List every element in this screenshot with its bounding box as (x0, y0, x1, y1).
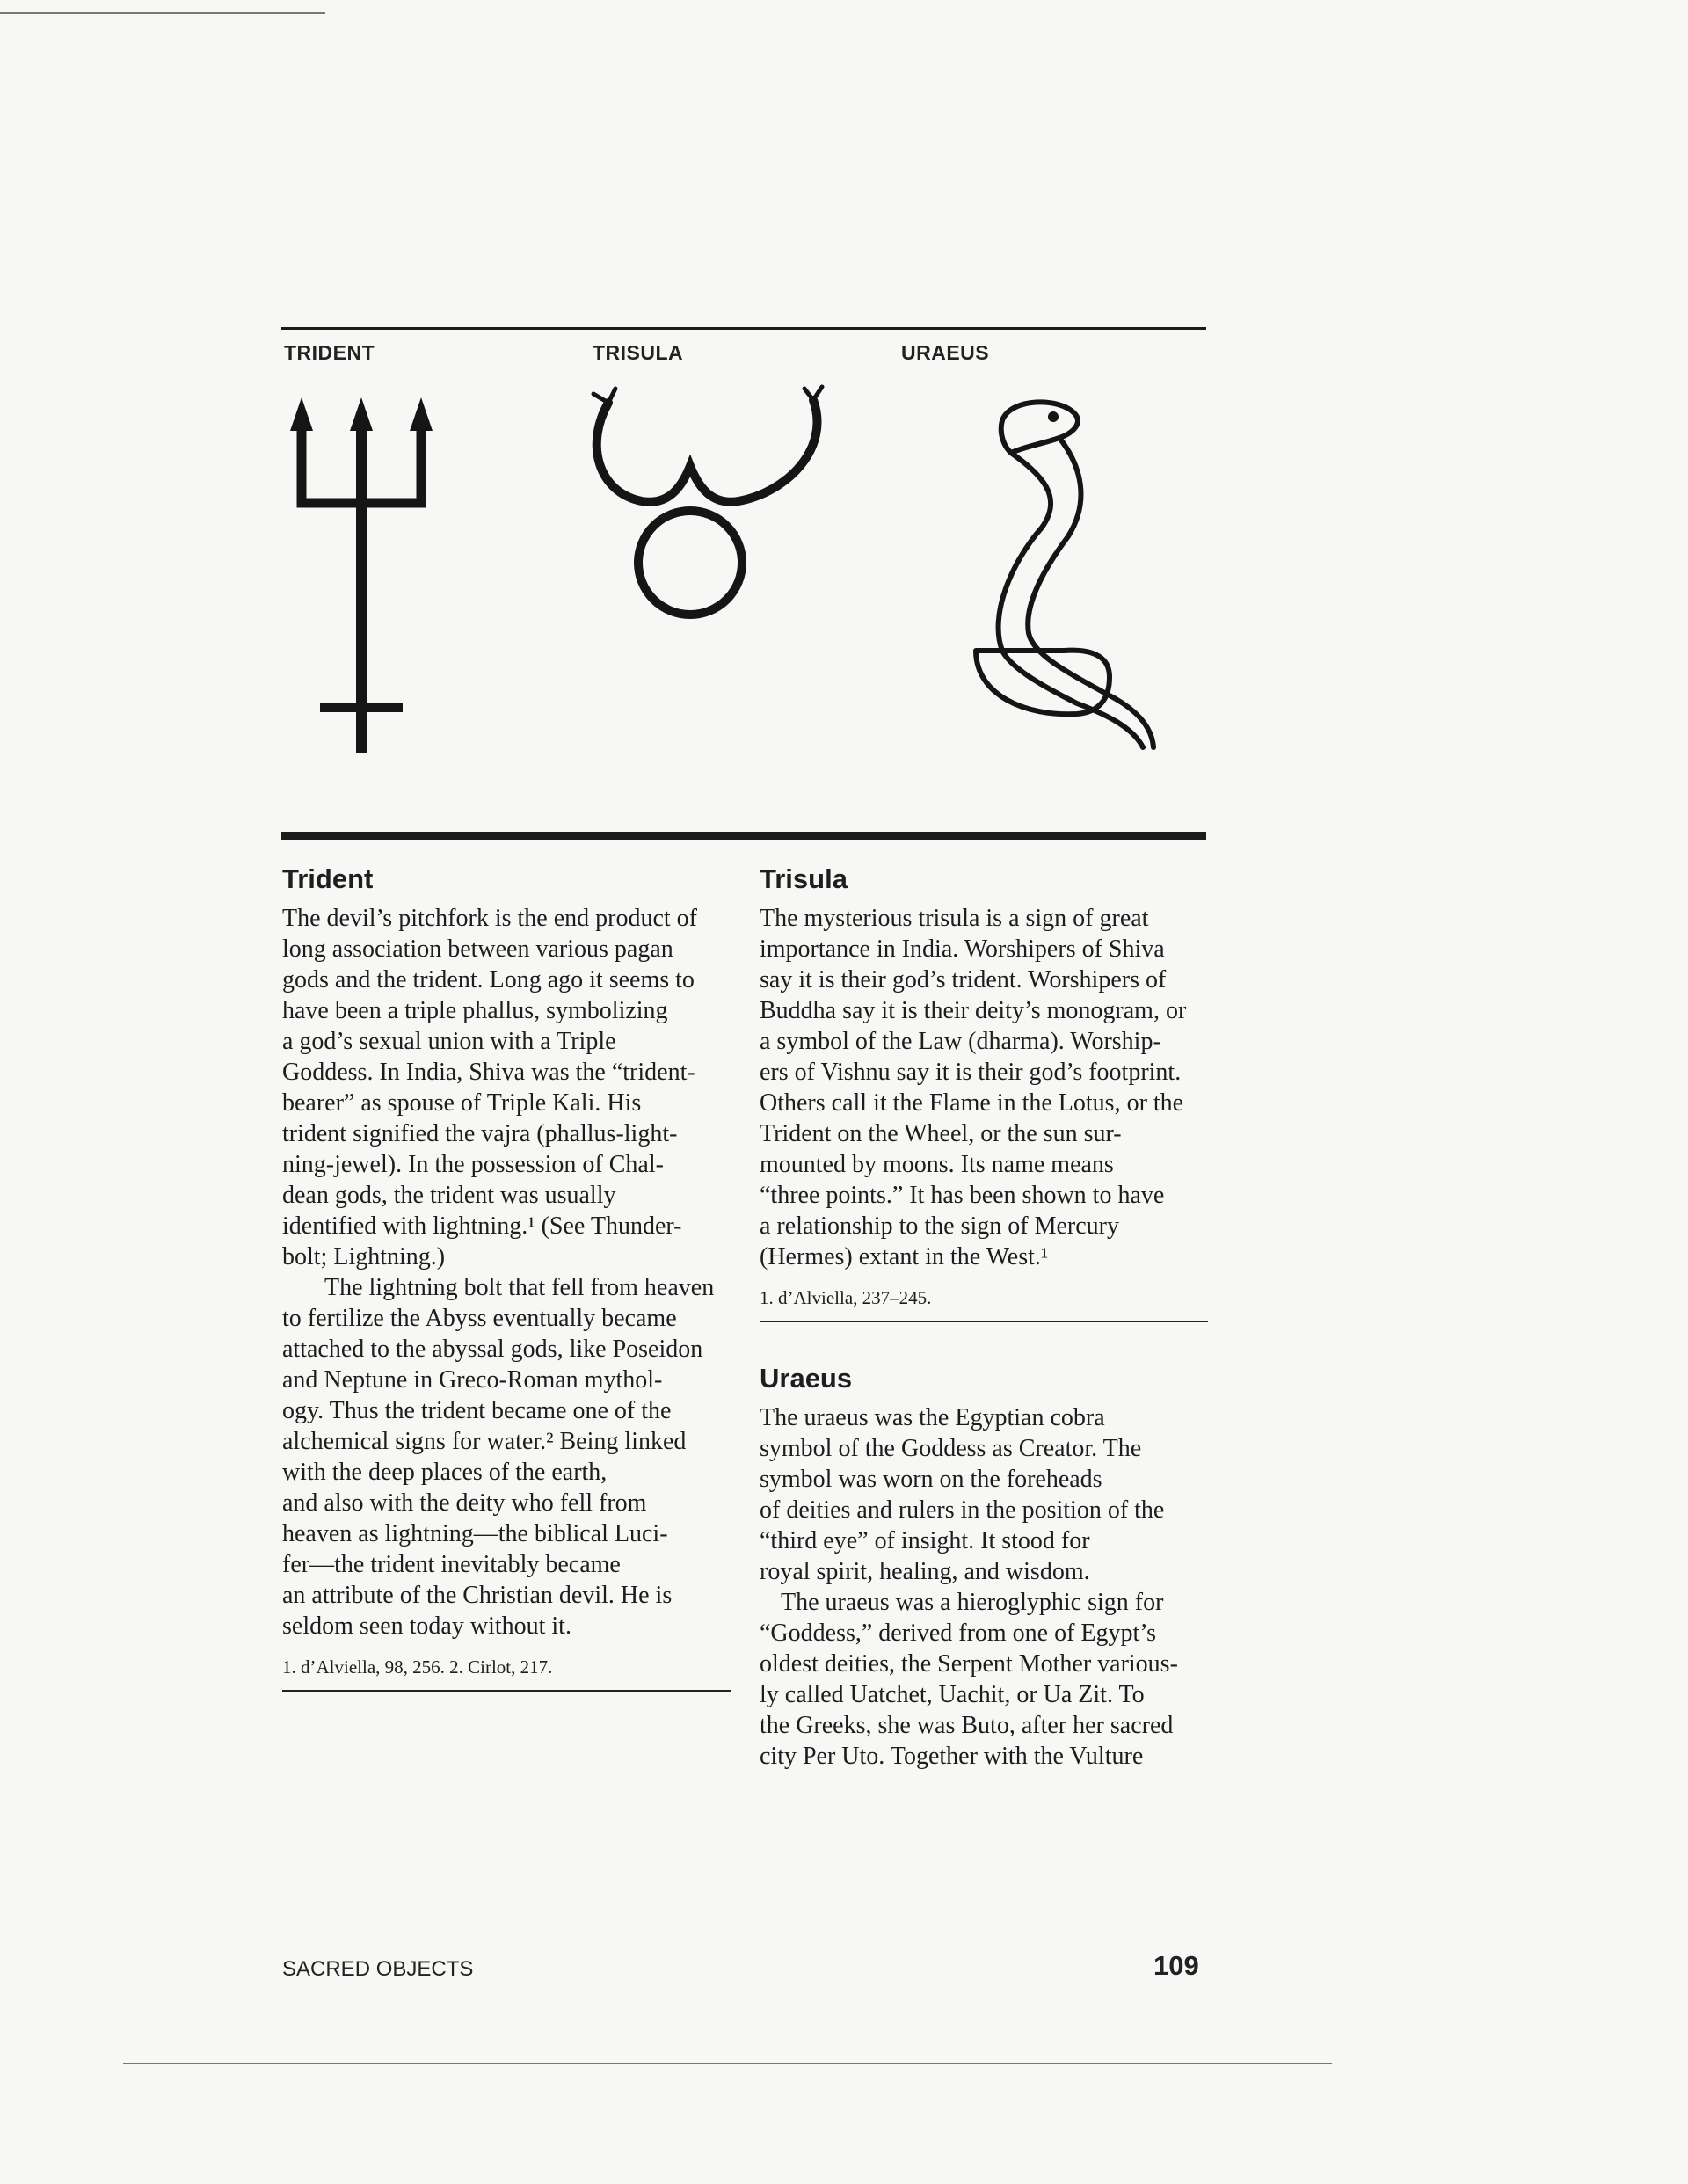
text-line: “third eye” of insight. It stood for (760, 1527, 1090, 1554)
text-line: mounted by moons. Its name means (760, 1151, 1114, 1178)
header-trisula: TRISULA (593, 341, 684, 364)
trident-column (282, 863, 731, 1692)
text-line: identified with lightning.¹ (See Thunder- (282, 1212, 682, 1240)
uraeus-heading: Uraeus (760, 1363, 853, 1394)
text-line: The mysterious trisula is a sign of great (760, 905, 1149, 932)
text-line: with the deep places of the earth, (282, 1459, 608, 1486)
text-line: trident signified the vajra (phallus-light- (282, 1120, 678, 1147)
text-line: bolt; Lightning.) (282, 1243, 446, 1270)
text-line: of deities and rulers in the position of the (760, 1496, 1165, 1524)
trident-footnote: 1. d’Alviella, 98, 256. 2. Cirlot, 217. (282, 1652, 731, 1692)
page-number: 109 (1153, 1950, 1199, 1981)
text-line: attached to the abyssal gods, like Poseidon (282, 1336, 703, 1363)
text-line: alchemical signs for water.² Being linked (282, 1428, 687, 1455)
text-line: Others call it the Flame in the Lotus, or the (760, 1089, 1184, 1117)
trident-symbol-icon (290, 397, 433, 753)
text-line: “Goddess,” derived from one of Egypt’s (760, 1620, 1156, 1647)
trident-paragraph-2 (282, 1272, 731, 1642)
text-line: importance in India. Worshipers of Shiva (760, 935, 1165, 963)
text-line: seldom seen today without it. (282, 1613, 571, 1640)
section-divider (281, 832, 1206, 840)
text-line: The devil’s pitchfork is the end product of (282, 905, 697, 932)
text-line: gods and the trident. Long ago it seems to (282, 966, 695, 994)
text-line: ly called Uatchet, Uachit, or Ua Zit. To (760, 1681, 1145, 1708)
text-line: oldest deities, the Serpent Mother various- (760, 1650, 1178, 1678)
text-line: long association between various pagan (282, 935, 673, 963)
uraeus-paragraph-2 (760, 1587, 1208, 1772)
text-line: The uraeus was a hieroglyphic sign for (781, 1589, 1164, 1616)
text-line: The uraeus was the Egyptian cobra (760, 1404, 1105, 1431)
text-line: ogy. Thus the trident became one of the (282, 1397, 672, 1424)
uraeus-paragraph-1 (760, 1402, 1208, 1587)
trisula-heading: Trisula (760, 863, 848, 894)
trisula-footnote: 1. d’Alviella, 237–245. (760, 1283, 1208, 1322)
text-line: bearer” as spouse of Triple Kali. His (282, 1089, 642, 1117)
text-line: symbol was worn on the foreheads (760, 1466, 1102, 1493)
trisula-symbol-icon (593, 387, 822, 615)
text-line: have been a triple phallus, symbolizing (282, 997, 668, 1024)
trisula-column (760, 863, 1208, 1772)
trident-heading: Trident (282, 863, 374, 894)
scan-edge-bottom (123, 2063, 1332, 2064)
uraeus-symbol-icon (976, 402, 1153, 747)
text-line: and Neptune in Greco-Roman mythol- (282, 1366, 663, 1394)
header-trident: TRIDENT (284, 341, 375, 364)
text-line: heaven as lightning—the biblical Luci- (282, 1520, 668, 1547)
text-line: “three points.” It has been shown to have (760, 1182, 1165, 1209)
text-line: say it is their god’s trident. Worshipers of (760, 966, 1167, 994)
running-footer: SACRED OBJECTS (282, 1957, 474, 1981)
text-line: a god’s sexual union with a Triple (282, 1028, 616, 1055)
trisula-paragraph (760, 903, 1208, 1272)
text-line: (Hermes) extant in the West.¹ (760, 1243, 1049, 1270)
text-line: The lightning bolt that fell from heaven (324, 1274, 715, 1301)
text-line: symbol of the Goddess as Creator. The (760, 1435, 1142, 1462)
text-line: the Greeks, she was Buto, after her sacred (760, 1712, 1174, 1739)
trident-paragraph-1 (282, 903, 731, 1272)
scan-edge-top (0, 12, 325, 14)
text-line: dean gods, the trident was usually (282, 1182, 616, 1209)
text-line: and also with the deity who fell from (282, 1489, 647, 1517)
header-uraeus: URAEUS (901, 341, 990, 364)
text-line: to fertilize the Abyss eventually became (282, 1305, 677, 1332)
top-rule (281, 327, 1206, 330)
text-line: Goddess. In India, Shiva was the “trident- (282, 1059, 695, 1086)
text-line: a symbol of the Law (dharma). Worship- (760, 1028, 1161, 1055)
text-line: fer—the trident inevitably became (282, 1551, 621, 1578)
text-line: Trident on the Wheel, or the sun sur- (760, 1120, 1122, 1147)
text-line: ers of Vishnu say it is their god’s footprint. (760, 1059, 1182, 1086)
text-line: an attribute of the Christian devil. He is (282, 1582, 673, 1609)
text-line: a relationship to the sign of Mercury (760, 1212, 1120, 1240)
text-line: ning-jewel). In the possession of Chal- (282, 1151, 664, 1178)
text-line: city Per Uto. Together with the Vulture (760, 1743, 1144, 1770)
text-line: Buddha say it is their deity’s monogram, or (760, 997, 1187, 1024)
text-line: royal spirit, healing, and wisdom. (760, 1558, 1090, 1585)
